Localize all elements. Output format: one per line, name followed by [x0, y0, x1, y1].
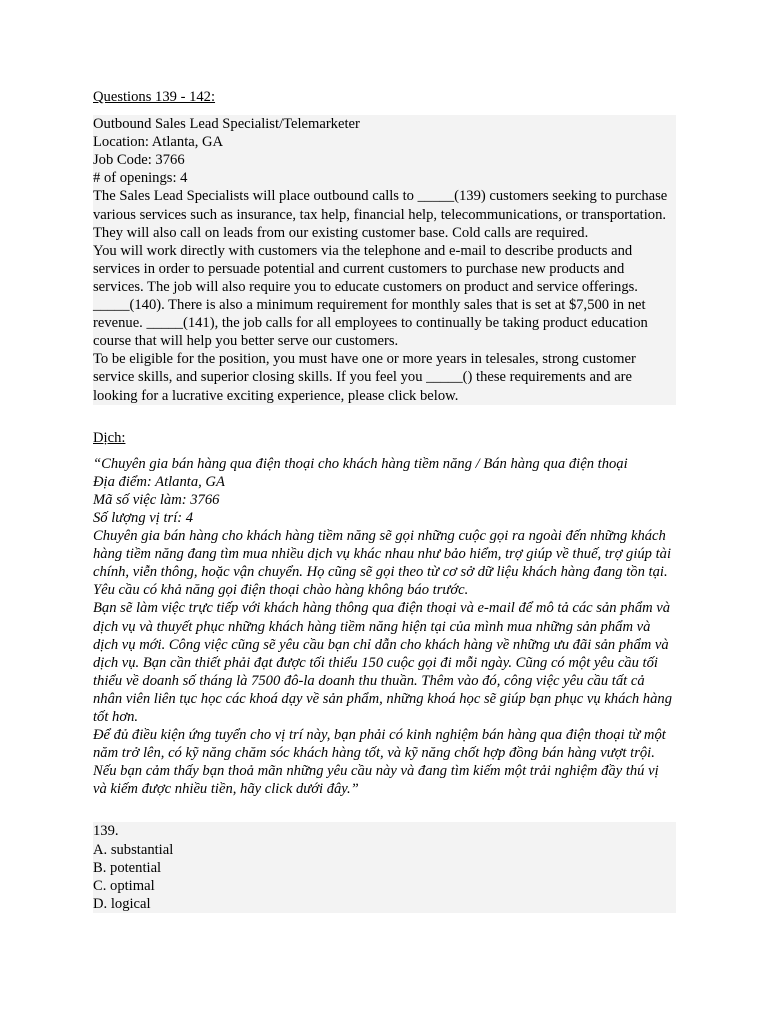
option-c: C. optimal — [93, 877, 155, 894]
translation-openings: Số lượng vị trí: 4 — [93, 509, 194, 526]
translation-paragraph-2: Bạn sẽ làm việc trực tiếp với khách hàng thông qua điện thoại và e-mail để mô tả các sản phẩm và dịch vụ và thuyết phục những khách hàng tiềm năng hiện tại của mình mua những sản phẩm và dịch vụ mới. Công việc cũng sẽ yêu cầu bạn chỉ dẫn cho khách hàng về những ưu đãi sản phẩm và dịch vụ. Bạn cần thiết phải đạt được tối thiểu 150 cuộc gọi đi mỗi ngày. Cũng có một yêu cầu tối thiểu về doanh số tháng là 7500 đô-la doanh thu thuần. Thêm vào đó, công việc yêu cầu tất cả nhân viên liên tục học các khoá dạy về sản phẩm, những khoá học sẽ giúp bạn phục vụ khách hàng tốt hơn. — [93, 600, 672, 725]
option-d: D. logical — [93, 895, 151, 912]
question-number: 139. — [93, 823, 119, 840]
passage-location: Location: Atlanta, GA — [93, 134, 224, 151]
translation-title: “Chuyên gia bán hàng qua điện thoại cho khách hàng tiềm năng / Bán hàng qua điện thoại — [93, 455, 628, 472]
section-heading: Questions 139 - 142: — [93, 89, 216, 105]
passage-job-code: Job Code: 3766 — [93, 152, 185, 169]
question-box — [93, 822, 676, 912]
passage-openings: # of openings: 4 — [93, 170, 188, 187]
passage-paragraph-2: You will work directly with customers via the telephone and e-mail to describe products and services in order to persuade potential and current customers to purchase new products and services. The job will also require you to educate customers on product and service offerings. _____(140). There is also a minimum requirement for monthly sales that is set at $7,500 in net revenue. _____(141), the job calls for all employees to continually be taking product education course that will help you better serve our customers. — [93, 242, 648, 350]
option-b: B. potential — [93, 859, 162, 876]
passage-box — [93, 115, 676, 405]
translation-paragraph-3: Để đủ điều kiện ứng tuyển cho vị trí này, bạn phải có kinh nghiệm bán hàng qua điện thoại từ một năm trở lên, có kỹ năng chăm sóc khách hàng tốt, và kỹ năng chốt hợp đồng bán hàng vượt trội. Nếu bạn cảm thấy bạn thoả mãn những yêu cầu này và đang tìm kiếm một trải nghiệm đầy thú vị và kiếm được nhiều tiền, hãy click dưới đây.” — [93, 727, 666, 798]
passage-paragraph-3: To be eligible for the position, you must have one or more years in telesales, strong customer service skills, and superior closing skills. If you feel you _____() these requirements and are looking for a lucrative exciting experience, please click below. — [93, 351, 636, 404]
document-page — [93, 88, 676, 913]
option-a: A. substantial — [93, 841, 174, 858]
translation-block — [93, 455, 676, 799]
translation-heading: Dịch: — [93, 429, 126, 446]
passage-title: Outbound Sales Lead Specialist/Telemarketer — [93, 116, 360, 133]
translation-location: Địa điểm: Atlanta, GA — [93, 473, 225, 490]
translation-paragraph-1: Chuyên gia bán hàng cho khách hàng tiềm năng sẽ gọi những cuộc gọi ra ngoài đến những khách hàng tiềm năng đang tìm mua nhiều dịch vụ khác nhau như bảo hiểm, trợ giúp về thuế, trợ giúp tài chính, viễn thông, hoặc vận chuyển. Họ cũng sẽ gọi theo từ cơ sở dữ liệu khách hàng đang tồn tại. Yêu cầu có khả năng gọi điện thoại chào hàng không báo trước. — [93, 528, 672, 599]
translation-job-code: Mã số việc làm: 3766 — [93, 491, 220, 508]
passage-paragraph-1: The Sales Lead Specialists will place outbound calls to _____(139) customers seeking to purchase various services such as insurance, tax help, financial help, telecommunications, or transportation. They will also call on leads from our existing customer base. Cold calls are required. — [93, 188, 668, 241]
